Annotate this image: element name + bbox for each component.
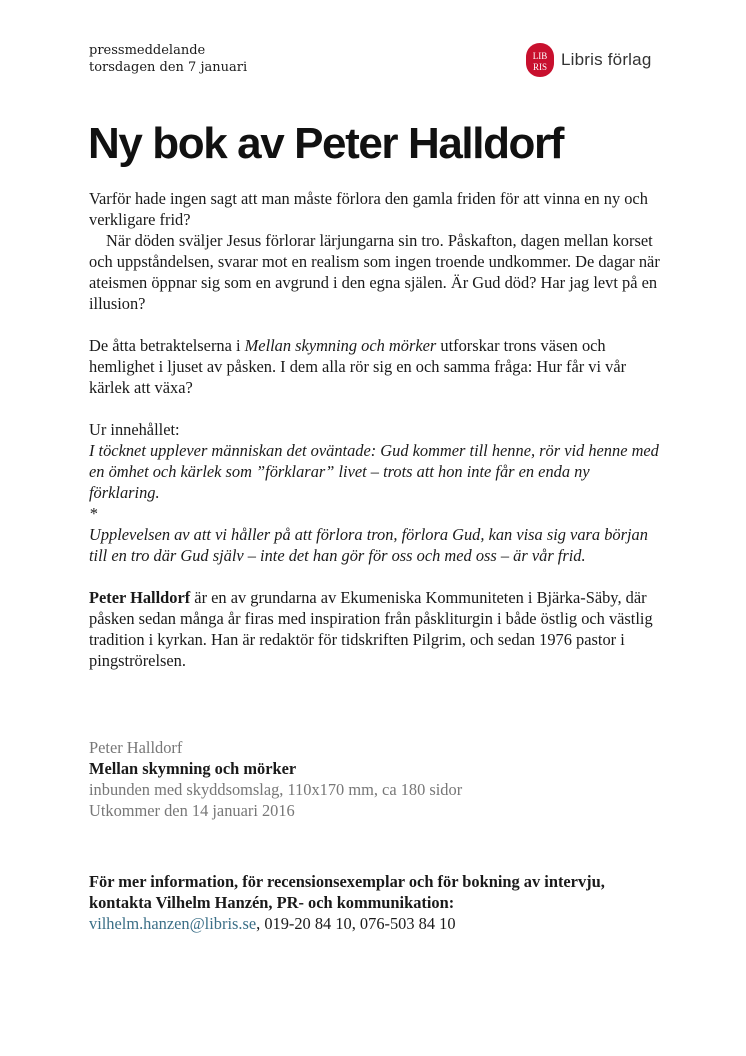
contact-details <box>89 913 664 934</box>
libris-seal-icon <box>525 42 555 78</box>
book-title: Mellan skymning och mörker <box>89 759 297 778</box>
description-lead: De åtta betraktelserna i <box>89 336 245 355</box>
author-bio-paragraph <box>89 587 664 671</box>
book-details <box>89 737 462 821</box>
description-rest: utforskar trons väsen och hemlighet i ljuset av påsken. I dem alla rör sig en och samma fråga: Hur får vi vår kärlek att växa? <box>89 336 627 397</box>
logo-wordmark: Libris förlag <box>561 50 652 69</box>
svg-text:LIB: LIB <box>532 51 548 61</box>
contact-heading: För mer information, för recensionsexemplar och för bokning av intervju, kontakta Vilhelm Hanzén, PR- och kommunikation: <box>89 872 605 912</box>
article-body <box>89 188 664 671</box>
intro-paragraph-2: När döden sväljer Jesus förlorar lärjungarna sin tro. Påskafton, dagen mellan korset och uppståndelsen, svarar mot en realism som ingen troende undkommer. De dagar när ateismen öppnar sig som en avgrund i den egna själen. Är Gud död? Har jag levt på en illusion? <box>89 231 660 313</box>
contact-email-link[interactable]: vilhelm.hanzen@libris.se <box>89 914 257 933</box>
libris-logo <box>525 40 651 80</box>
excerpt-quote-1: I töcknet upplever människan det oväntade: Gud kommer till henne, rör vid henne med en ömhet och kärlek som ”förklarar” livet – trots att hon inte får en enda ny förklaring. <box>89 441 659 502</box>
excerpt-quote-2: Upplevelsen av att vi håller på att förlora tron, förlora Gud, kan visa sig vara början till en tro där Gud själv – inte det han gör för oss och med oss – är vår frid. <box>89 525 648 565</box>
contact-phones: , 019-20 84 10, 076-503 84 10 <box>256 914 456 933</box>
excerpt-heading: Ur innehållet: <box>89 420 180 439</box>
book-format: inbunden med skyddsomslag, 110x170 mm, ca 180 sidor <box>89 780 463 799</box>
excerpt-separator: * <box>89 504 98 523</box>
description-paragraph <box>89 335 664 398</box>
svg-text:RIS: RIS <box>532 62 548 72</box>
intro-paragraph-1: Varför hade ingen sagt att man måste förlora den gamla friden för att vinna en ny och verkligare frid? <box>89 189 648 229</box>
document-meta <box>89 42 247 76</box>
book-title-inline: Mellan skymning och mörker <box>244 336 437 355</box>
headline: Ny bok av Peter Halldorf <box>88 119 563 168</box>
doc-type-label: pressmeddelande <box>89 43 206 58</box>
book-release-date: Utkommer den 14 januari 2016 <box>89 801 295 820</box>
author-bio-text: är en av grundarna av Ekumeniska Kommuniteten i Bjärka-Säby, där påsken sedan många år firas med inspiration från påskliturgin i både östlig och västlig tradition i kyrkan. Han är redaktör för tidskriften Pilgrim, och sedan 1976 pastor i pingströrelsen. <box>89 588 653 670</box>
author-name: Peter Halldorf <box>89 588 191 607</box>
contact-info <box>89 871 664 934</box>
doc-date: torsdagen den 7 januari <box>89 60 248 75</box>
book-author: Peter Halldorf <box>89 738 183 757</box>
